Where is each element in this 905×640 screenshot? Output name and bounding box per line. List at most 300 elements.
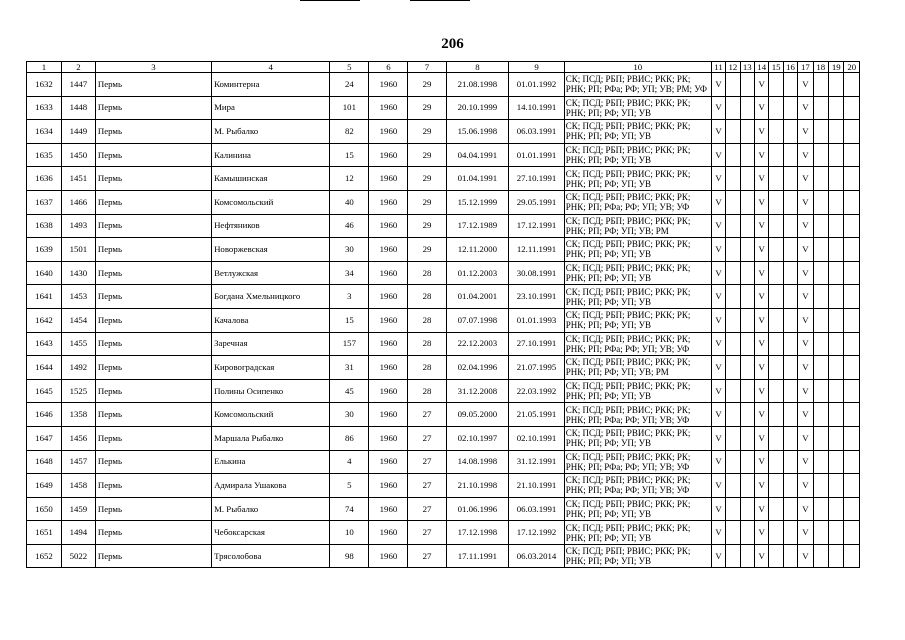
- cell-col-7: 29: [408, 214, 446, 238]
- cell-col-6: 1960: [369, 426, 408, 450]
- column-header-10: 10: [564, 62, 711, 73]
- cell-col-13: [740, 474, 754, 498]
- cell-col-2: 5022: [61, 544, 95, 568]
- cell-col-6: 1960: [369, 96, 408, 120]
- cell-col-10: СК; ПСД; РБП; РВИС; РКК; РК; РНК; РП; РФ; УП; УВ: [564, 544, 711, 568]
- cell-col-20: [844, 120, 860, 144]
- cell-col-12: [726, 96, 740, 120]
- cell-col-2: 1451: [61, 167, 95, 191]
- cell-col-7: 27: [408, 403, 446, 427]
- cell-col-15: [769, 544, 783, 568]
- cell-col-13: [740, 497, 754, 521]
- cell-col-13: [740, 96, 754, 120]
- column-header-4: 4: [212, 62, 330, 73]
- cell-col-9: 21.10.1991: [509, 474, 565, 498]
- cell-col-4: Маршала Рыбалко: [212, 426, 330, 450]
- cell-col-17: V: [798, 238, 813, 262]
- column-header-2: 2: [61, 62, 95, 73]
- cell-col-7: 28: [408, 285, 446, 309]
- cell-col-7: 27: [408, 426, 446, 450]
- cell-col-1: 1632: [27, 73, 62, 97]
- cell-col-20: [844, 96, 860, 120]
- cell-col-17: V: [798, 450, 813, 474]
- cell-col-20: [844, 73, 860, 97]
- cell-col-15: [769, 521, 783, 545]
- cell-col-6: 1960: [369, 450, 408, 474]
- cell-col-19: [829, 379, 844, 403]
- cell-col-18: [813, 474, 828, 498]
- cell-col-18: [813, 261, 828, 285]
- cell-col-1: 1640: [27, 261, 62, 285]
- cell-col-7: 28: [408, 379, 446, 403]
- cell-col-1: 1641: [27, 285, 62, 309]
- cell-col-12: [726, 497, 740, 521]
- cell-col-17: V: [798, 474, 813, 498]
- cell-col-3: Пермь: [95, 426, 211, 450]
- cell-col-2: 1501: [61, 238, 95, 262]
- cell-col-19: [829, 120, 844, 144]
- cell-col-14: V: [755, 426, 769, 450]
- cell-col-7: 28: [408, 261, 446, 285]
- cell-col-8: 02.10.1997: [446, 426, 509, 450]
- cell-col-1: 1646: [27, 403, 62, 427]
- table-row: [27, 474, 860, 498]
- cell-col-17: V: [798, 379, 813, 403]
- table-body: [27, 73, 860, 568]
- cell-col-14: V: [755, 544, 769, 568]
- cell-col-13: [740, 308, 754, 332]
- cell-col-7: 29: [408, 120, 446, 144]
- cell-col-5: 10: [330, 521, 369, 545]
- cell-col-7: 29: [408, 190, 446, 214]
- column-header-13: 13: [740, 62, 754, 73]
- cell-col-13: [740, 238, 754, 262]
- cell-col-5: 12: [330, 167, 369, 191]
- cell-col-18: [813, 238, 828, 262]
- cell-col-3: Пермь: [95, 497, 211, 521]
- cell-col-9: 23.10.1991: [509, 285, 565, 309]
- cell-col-14: V: [755, 403, 769, 427]
- cell-col-19: [829, 143, 844, 167]
- cell-col-5: 24: [330, 73, 369, 97]
- cell-col-2: 1449: [61, 120, 95, 144]
- cell-col-7: 29: [408, 167, 446, 191]
- column-header-16: 16: [783, 62, 797, 73]
- cell-col-12: [726, 143, 740, 167]
- cell-col-6: 1960: [369, 285, 408, 309]
- cell-col-14: V: [755, 190, 769, 214]
- column-header-5: 5: [330, 62, 369, 73]
- cell-col-1: 1634: [27, 120, 62, 144]
- table-row: [27, 167, 860, 191]
- cell-col-8: 17.12.1998: [446, 521, 509, 545]
- cell-col-5: 45: [330, 379, 369, 403]
- cell-col-8: 22.12.2003: [446, 332, 509, 356]
- cell-col-6: 1960: [369, 497, 408, 521]
- cell-col-9: 06.03.2014: [509, 544, 565, 568]
- cell-col-4: Новоржевская: [212, 238, 330, 262]
- cell-col-18: [813, 308, 828, 332]
- cell-col-12: [726, 308, 740, 332]
- cell-col-14: V: [755, 96, 769, 120]
- cell-col-20: [844, 190, 860, 214]
- cell-col-19: [829, 332, 844, 356]
- cell-col-15: [769, 497, 783, 521]
- cell-col-1: 1638: [27, 214, 62, 238]
- table-header-row: [27, 62, 860, 73]
- cell-col-1: 1637: [27, 190, 62, 214]
- cell-col-17: V: [798, 332, 813, 356]
- cell-col-8: 17.11.1991: [446, 544, 509, 568]
- table-row: [27, 143, 860, 167]
- cell-col-19: [829, 190, 844, 214]
- cell-col-20: [844, 238, 860, 262]
- cell-col-10: СК; ПСД; РБП; РВИС; РКК; РК; РНК; РП; РФ; УП; УВ: [564, 96, 711, 120]
- cell-col-2: 1358: [61, 403, 95, 427]
- cell-col-4: Коминтерна: [212, 73, 330, 97]
- cell-col-18: [813, 96, 828, 120]
- cell-col-17: V: [798, 190, 813, 214]
- cell-col-12: [726, 167, 740, 191]
- cell-col-16: [783, 261, 797, 285]
- cell-col-2: 1459: [61, 497, 95, 521]
- cell-col-19: [829, 426, 844, 450]
- cell-col-9: 01.01.1991: [509, 143, 565, 167]
- cell-col-10: СК; ПСД; РБП; РВИС; РКК; РК; РНК; РП; РФ; УП; УВ: [564, 120, 711, 144]
- cell-col-19: [829, 521, 844, 545]
- cell-col-14: V: [755, 521, 769, 545]
- cell-col-6: 1960: [369, 238, 408, 262]
- cell-col-10: СК; ПСД; РБП; РВИС; РКК; РК; РНК; РП; РФ; УП; УВ; РМ: [564, 356, 711, 380]
- cell-col-20: [844, 285, 860, 309]
- cell-col-19: [829, 356, 844, 380]
- cell-col-19: [829, 474, 844, 498]
- cell-col-10: СК; ПСД; РБП; РВИС; РКК; РК; РНК; РП; РФ; УП; УВ: [564, 497, 711, 521]
- cell-col-15: [769, 120, 783, 144]
- cell-col-1: 1647: [27, 426, 62, 450]
- cell-col-1: 1633: [27, 96, 62, 120]
- cell-col-9: 27.10.1991: [509, 332, 565, 356]
- cell-col-1: 1651: [27, 521, 62, 545]
- cell-col-1: 1643: [27, 332, 62, 356]
- cell-col-3: Пермь: [95, 143, 211, 167]
- cell-col-11: V: [711, 332, 725, 356]
- cell-col-3: Пермь: [95, 120, 211, 144]
- cell-col-20: [844, 143, 860, 167]
- cell-col-2: 1494: [61, 521, 95, 545]
- cell-col-9: 14.10.1991: [509, 96, 565, 120]
- cell-col-5: 157: [330, 332, 369, 356]
- cell-col-9: 01.01.1992: [509, 73, 565, 97]
- cell-col-10: СК; ПСД; РБП; РВИС; РКК; РК; РНК; РП; РФа; РФ; УП; УВ; УФ: [564, 450, 711, 474]
- table-row: [27, 379, 860, 403]
- cell-col-11: V: [711, 379, 725, 403]
- cell-col-12: [726, 356, 740, 380]
- cell-col-2: 1454: [61, 308, 95, 332]
- cell-col-18: [813, 120, 828, 144]
- cell-col-14: V: [755, 474, 769, 498]
- cell-col-10: СК; ПСД; РБП; РВИС; РКК; РК; РНК; РП; РФ; УП; УВ: [564, 143, 711, 167]
- cell-col-15: [769, 285, 783, 309]
- cell-col-19: [829, 450, 844, 474]
- cell-col-20: [844, 379, 860, 403]
- cell-col-3: Пермь: [95, 73, 211, 97]
- cell-col-15: [769, 238, 783, 262]
- cell-col-12: [726, 332, 740, 356]
- cell-col-1: 1639: [27, 238, 62, 262]
- cell-col-5: 40: [330, 190, 369, 214]
- cell-col-11: V: [711, 403, 725, 427]
- cell-col-4: Полины Осипенко: [212, 379, 330, 403]
- cell-col-3: Пермь: [95, 261, 211, 285]
- cell-col-16: [783, 96, 797, 120]
- cell-col-4: Заречная: [212, 332, 330, 356]
- cell-col-11: V: [711, 308, 725, 332]
- cell-col-11: V: [711, 521, 725, 545]
- cell-col-8: 21.10.1998: [446, 474, 509, 498]
- cell-col-10: СК; ПСД; РБП; РВИС; РКК; РК; РНК; РП; РФ; УП; УВ: [564, 238, 711, 262]
- cell-col-4: М. Рыбалко: [212, 120, 330, 144]
- cell-col-20: [844, 474, 860, 498]
- cell-col-10: СК; ПСД; РБП; РВИС; РКК; РК; РНК; РП; РФ; УП; УВ; РМ: [564, 214, 711, 238]
- cell-col-11: V: [711, 73, 725, 97]
- table-row: [27, 238, 860, 262]
- cell-col-16: [783, 167, 797, 191]
- cell-col-5: 34: [330, 261, 369, 285]
- cell-col-2: 1448: [61, 96, 95, 120]
- cell-col-13: [740, 379, 754, 403]
- cell-col-20: [844, 497, 860, 521]
- cell-col-4: Комсомольский: [212, 403, 330, 427]
- cell-col-13: [740, 403, 754, 427]
- cell-col-12: [726, 474, 740, 498]
- cell-col-16: [783, 450, 797, 474]
- cell-col-10: СК; ПСД; РБП; РВИС; РКК; РК; РНК; РП; РФа; РФ; УП; УВ; УФ: [564, 403, 711, 427]
- cell-col-16: [783, 356, 797, 380]
- cell-col-4: Трясолобова: [212, 544, 330, 568]
- cell-col-17: V: [798, 96, 813, 120]
- cell-col-13: [740, 167, 754, 191]
- cell-col-10: СК; ПСД; РБП; РВИС; РКК; РК; РНК; РП; РФ; УП; УВ: [564, 379, 711, 403]
- cell-col-3: Пермь: [95, 379, 211, 403]
- cell-col-12: [726, 426, 740, 450]
- cell-col-14: V: [755, 285, 769, 309]
- cell-col-2: 1455: [61, 332, 95, 356]
- cell-col-7: 28: [408, 356, 446, 380]
- cell-col-1: 1652: [27, 544, 62, 568]
- cell-col-18: [813, 332, 828, 356]
- cell-col-13: [740, 426, 754, 450]
- cell-col-12: [726, 120, 740, 144]
- cell-col-7: 27: [408, 544, 446, 568]
- cell-col-18: [813, 426, 828, 450]
- cell-col-13: [740, 73, 754, 97]
- cell-col-2: 1456: [61, 426, 95, 450]
- cell-col-12: [726, 544, 740, 568]
- cell-col-7: 28: [408, 308, 446, 332]
- cell-col-8: 02.04.1996: [446, 356, 509, 380]
- cell-col-16: [783, 497, 797, 521]
- cell-col-14: V: [755, 261, 769, 285]
- cell-col-13: [740, 214, 754, 238]
- cell-col-18: [813, 497, 828, 521]
- cell-col-19: [829, 285, 844, 309]
- register-table: [26, 61, 860, 568]
- cell-col-4: М. Рыбалко: [212, 497, 330, 521]
- cell-col-12: [726, 190, 740, 214]
- table-row: [27, 73, 860, 97]
- cell-col-13: [740, 120, 754, 144]
- column-header-12: 12: [726, 62, 740, 73]
- cell-col-8: 21.08.1998: [446, 73, 509, 97]
- table-row: [27, 521, 860, 545]
- cell-col-4: Камышинская: [212, 167, 330, 191]
- cell-col-18: [813, 544, 828, 568]
- cell-col-10: СК; ПСД; РБП; РВИС; РКК; РК; РНК; РП; РФа; РФ; УП; УВ; УФ: [564, 190, 711, 214]
- cell-col-20: [844, 521, 860, 545]
- cell-col-20: [844, 261, 860, 285]
- cell-col-5: 74: [330, 497, 369, 521]
- cell-col-13: [740, 332, 754, 356]
- cell-col-18: [813, 73, 828, 97]
- cell-col-3: Пермь: [95, 96, 211, 120]
- cell-col-11: V: [711, 450, 725, 474]
- cell-col-20: [844, 214, 860, 238]
- cell-col-1: 1642: [27, 308, 62, 332]
- cell-col-13: [740, 356, 754, 380]
- column-header-3: 3: [95, 62, 211, 73]
- cell-col-19: [829, 497, 844, 521]
- cell-col-11: V: [711, 474, 725, 498]
- cell-col-7: 29: [408, 143, 446, 167]
- cell-col-16: [783, 403, 797, 427]
- table-row: [27, 261, 860, 285]
- cell-col-16: [783, 379, 797, 403]
- cell-col-5: 30: [330, 238, 369, 262]
- cell-col-17: V: [798, 403, 813, 427]
- column-header-20: 20: [844, 62, 860, 73]
- cell-col-6: 1960: [369, 308, 408, 332]
- cell-col-9: 17.12.1991: [509, 214, 565, 238]
- cell-col-5: 4: [330, 450, 369, 474]
- cell-col-12: [726, 285, 740, 309]
- cell-col-8: 01.06.1996: [446, 497, 509, 521]
- column-header-9: 9: [509, 62, 565, 73]
- cell-col-15: [769, 73, 783, 97]
- cell-col-5: 98: [330, 544, 369, 568]
- cell-col-8: 14.08.1998: [446, 450, 509, 474]
- cell-col-17: V: [798, 426, 813, 450]
- cell-col-3: Пермь: [95, 167, 211, 191]
- column-header-15: 15: [769, 62, 783, 73]
- cell-col-10: СК; ПСД; РБП; РВИС; РКК; РК; РНК; РП; РФа; РФ; УП; УВ; УФ: [564, 474, 711, 498]
- cell-col-16: [783, 332, 797, 356]
- cell-col-20: [844, 332, 860, 356]
- cell-col-6: 1960: [369, 120, 408, 144]
- cell-col-6: 1960: [369, 403, 408, 427]
- cell-col-14: V: [755, 143, 769, 167]
- cell-col-12: [726, 521, 740, 545]
- cell-col-4: Богдана Хмельницкого: [212, 285, 330, 309]
- cell-col-20: [844, 544, 860, 568]
- cell-col-14: V: [755, 120, 769, 144]
- cell-col-3: Пермь: [95, 308, 211, 332]
- column-header-19: 19: [829, 62, 844, 73]
- cell-col-11: V: [711, 356, 725, 380]
- cell-col-7: 29: [408, 238, 446, 262]
- cell-col-15: [769, 403, 783, 427]
- cell-col-18: [813, 356, 828, 380]
- cell-col-3: Пермь: [95, 214, 211, 238]
- cell-col-18: [813, 379, 828, 403]
- cell-col-14: V: [755, 497, 769, 521]
- cell-col-19: [829, 96, 844, 120]
- cell-col-12: [726, 379, 740, 403]
- cell-col-3: Пермь: [95, 356, 211, 380]
- table-row: [27, 308, 860, 332]
- cell-col-2: 1466: [61, 190, 95, 214]
- cell-col-12: [726, 403, 740, 427]
- cell-col-14: V: [755, 73, 769, 97]
- cell-col-7: 28: [408, 332, 446, 356]
- cell-col-11: V: [711, 96, 725, 120]
- cell-col-5: 86: [330, 426, 369, 450]
- cell-col-3: Пермь: [95, 190, 211, 214]
- cell-col-19: [829, 214, 844, 238]
- cell-col-16: [783, 285, 797, 309]
- cell-col-9: 21.07.1995: [509, 356, 565, 380]
- cell-col-18: [813, 521, 828, 545]
- cell-col-4: Комсомольский: [212, 190, 330, 214]
- cell-col-17: V: [798, 544, 813, 568]
- cell-col-4: Нефтяников: [212, 214, 330, 238]
- cell-col-5: 30: [330, 403, 369, 427]
- cell-col-11: V: [711, 497, 725, 521]
- cell-col-16: [783, 143, 797, 167]
- cell-col-3: Пермь: [95, 521, 211, 545]
- cell-col-14: V: [755, 308, 769, 332]
- table-row: [27, 426, 860, 450]
- cell-col-20: [844, 403, 860, 427]
- cell-col-18: [813, 143, 828, 167]
- table-row: [27, 544, 860, 568]
- cell-col-17: V: [798, 167, 813, 191]
- cell-col-18: [813, 450, 828, 474]
- column-header-7: 7: [408, 62, 446, 73]
- cell-col-17: V: [798, 73, 813, 97]
- cell-col-14: V: [755, 238, 769, 262]
- cell-col-4: Мира: [212, 96, 330, 120]
- cell-col-1: 1649: [27, 474, 62, 498]
- cell-col-15: [769, 190, 783, 214]
- cell-col-11: V: [711, 120, 725, 144]
- cell-col-3: Пермь: [95, 332, 211, 356]
- cell-col-7: 29: [408, 96, 446, 120]
- cell-col-9: 21.05.1991: [509, 403, 565, 427]
- cell-col-7: 27: [408, 450, 446, 474]
- cell-col-8: 01.04.1991: [446, 167, 509, 191]
- cell-col-15: [769, 426, 783, 450]
- cell-col-20: [844, 167, 860, 191]
- cell-col-4: Елькина: [212, 450, 330, 474]
- cell-col-17: V: [798, 143, 813, 167]
- cell-col-17: V: [798, 356, 813, 380]
- cell-col-2: 1525: [61, 379, 95, 403]
- cell-col-19: [829, 544, 844, 568]
- cell-col-7: 27: [408, 497, 446, 521]
- cell-col-12: [726, 261, 740, 285]
- cell-col-6: 1960: [369, 190, 408, 214]
